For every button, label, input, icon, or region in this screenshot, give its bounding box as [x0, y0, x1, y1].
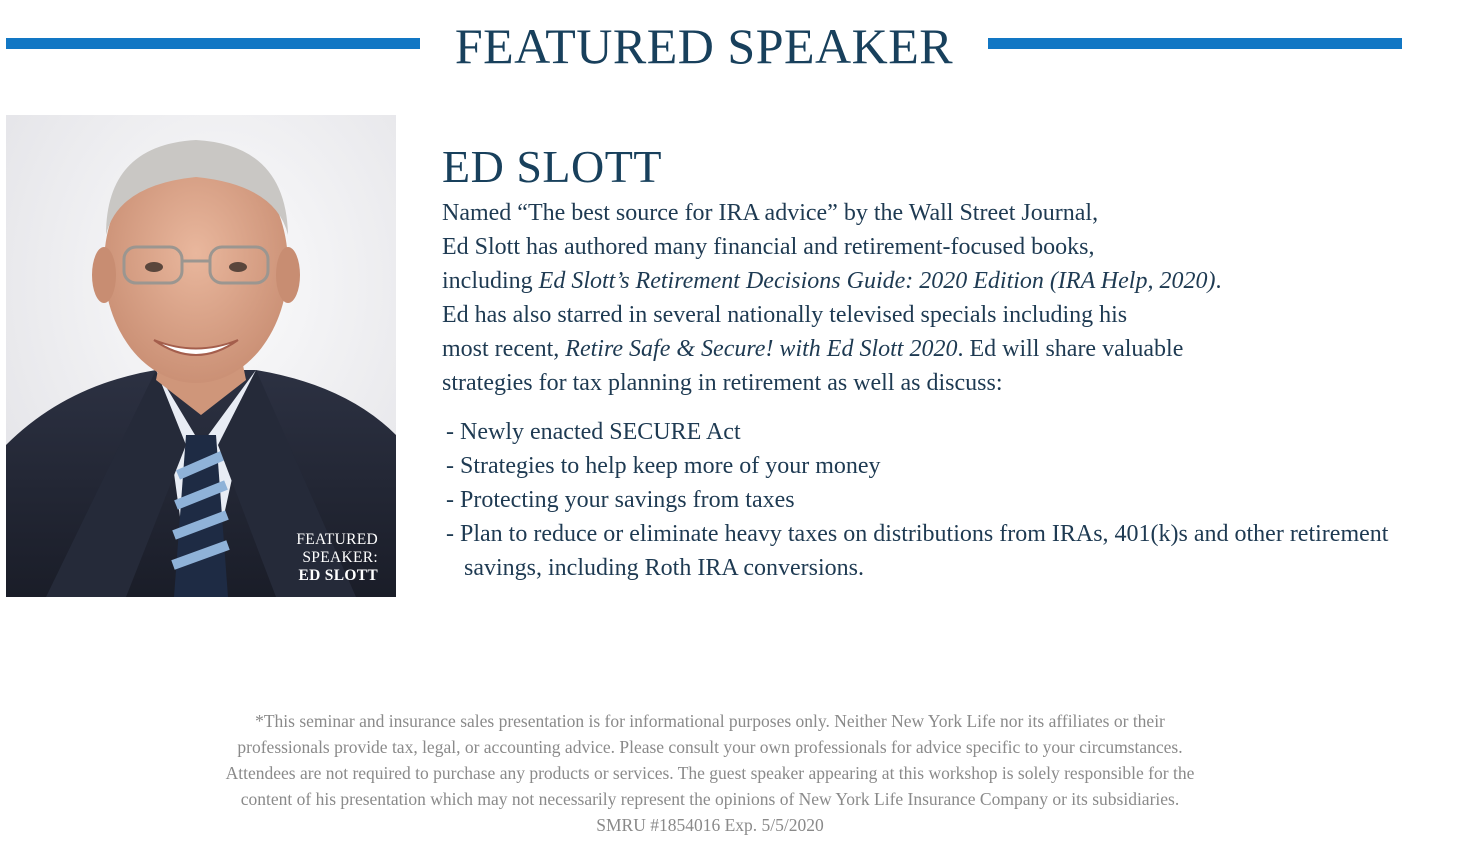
header-rule-right	[988, 38, 1402, 49]
speaker-bio	[442, 196, 1402, 400]
header-rule-left	[6, 38, 420, 49]
photo-caption-name: ED SLOTT	[298, 567, 378, 584]
disclaimer-code: SMRU #1854016 Exp. 5/5/2020	[596, 815, 824, 835]
photo-caption-label-line2: SPEAKER:	[302, 549, 378, 566]
bio-line	[442, 332, 1402, 366]
bio-text: . Ed will share valuable	[957, 336, 1184, 362]
disclaimer	[40, 708, 1380, 838]
topic-item: - Plan to reduce or eliminate heavy taxes on distributions from IRAs, 401(k)s and other retirement savings, including Roth IRA conversions.	[428, 517, 1408, 585]
topic-item: - Newly enacted SECURE Act	[428, 415, 1408, 449]
photo-caption	[296, 531, 378, 585]
speaker-photo	[6, 115, 396, 597]
bio-line: strategies for tax planning in retirement as well as discuss:	[442, 370, 1003, 396]
bio-line: Ed has also starred in several nationally televised specials including his	[442, 302, 1128, 328]
bio-line	[442, 264, 1402, 298]
topic-item: - Protecting your savings from taxes	[428, 483, 1408, 517]
bio-line: Ed Slott has authored many financial and retirement-focused books,	[442, 234, 1095, 260]
disclaimer-line: Attendees are not required to purchase any products or services. The guest speaker appearing at this workshop is solely responsible for the	[225, 763, 1195, 783]
bio-text: .	[1215, 268, 1222, 294]
bio-text: including	[442, 268, 539, 294]
bio-line: Named “The best source for IRA advice” by the Wall Street Journal,	[442, 200, 1099, 226]
disclaimer-line: professionals provide tax, legal, or accounting advice. Please consult your own professionals for advice specific to your circumstances.	[237, 737, 1183, 757]
topics-list	[428, 415, 1408, 585]
book-title: Ed Slott’s Retirement Decisions Guide: 2020 Edition (IRA Help, 2020)	[538, 268, 1216, 294]
bio-text: most recent,	[442, 336, 566, 362]
topic-item: - Strategies to help keep more of your money	[428, 449, 1408, 483]
disclaimer-line: *This seminar and insurance sales presentation is for informational purposes only. Neither New York Life nor its affiliates or their	[255, 711, 1165, 731]
speaker-name: ED SLOTT	[442, 141, 662, 192]
disclaimer-line: content of his presentation which may not necessarily represent the opinions of New York Life Insurance Company or its subsidiaries.	[240, 789, 1180, 809]
section-title: FEATURED SPEAKER	[454, 18, 954, 74]
photo-caption-label-line1: FEATURED	[296, 531, 378, 548]
special-title: Retire Safe & Secure! with Ed Slott 2020	[565, 336, 958, 362]
speaker-portrait-illustration	[6, 115, 396, 597]
